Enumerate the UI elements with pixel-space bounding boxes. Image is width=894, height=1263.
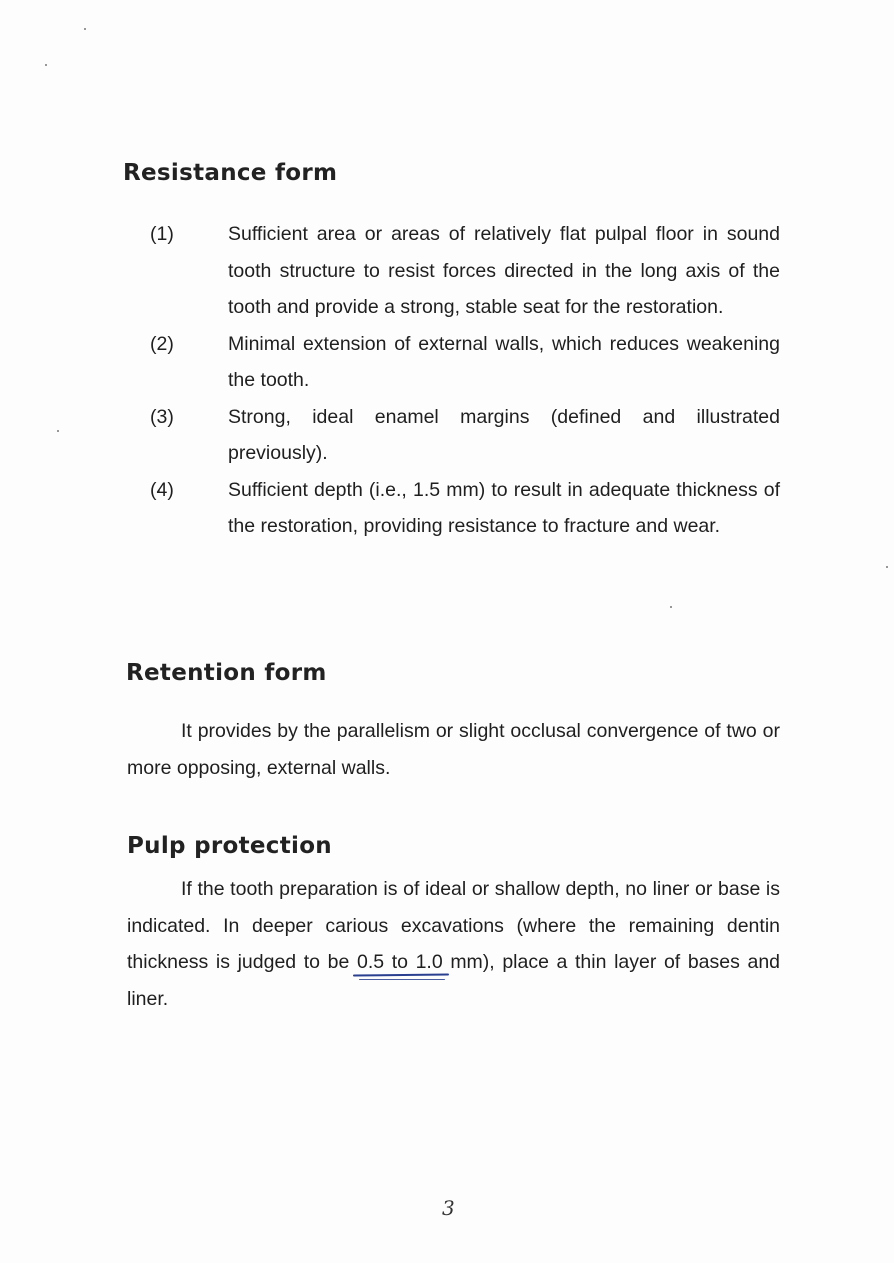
scan-speck bbox=[670, 606, 672, 608]
item-number: (3) bbox=[150, 405, 174, 428]
handwritten-underline-value: 0.5 to 1.0 bbox=[356, 951, 443, 973]
scan-speck bbox=[45, 64, 47, 66]
scan-speck bbox=[886, 566, 888, 568]
item-number: (2) bbox=[150, 332, 174, 355]
retention-paragraph: It provides by the parallelism or slight occlusal convergence of two or more opposing, external walls. bbox=[127, 720, 780, 779]
heading-pulp-protection: Pulp protection bbox=[127, 833, 332, 859]
item-number: (4) bbox=[150, 478, 174, 501]
pulp-paragraph-text-before: If the tooth preparation is of ideal or shallow depth, no liner or base is indicated. In deeper carious excavations (where the remaining dentin thickness is judged to be bbox=[127, 878, 780, 973]
item-text: Sufficient depth (i.e., 1.5 mm) to result in adequate thickness of the restoration, providing resistance to fracture and wear. bbox=[228, 478, 780, 537]
pulp-paragraph-text-after: mm), place a thin layer of bases and liner. bbox=[127, 951, 781, 1010]
item-number: (1) bbox=[150, 223, 174, 245]
list-item bbox=[150, 399, 780, 472]
item-text: Minimal extension of external walls, which reduces weakening the tooth. bbox=[228, 332, 780, 391]
heading-resistance-form: Resistance form bbox=[123, 160, 338, 186]
pulp-paragraph bbox=[127, 871, 780, 1017]
list-item bbox=[150, 326, 780, 399]
resistance-list bbox=[150, 216, 780, 545]
item-text: Strong, ideal enamel margins (defined and illustrated previously). bbox=[228, 405, 780, 464]
scan-speck bbox=[57, 430, 59, 432]
heading-retention-form: Retention form bbox=[126, 660, 327, 686]
page-number: 3 bbox=[442, 1196, 455, 1220]
scan-speck bbox=[84, 28, 86, 30]
list-item bbox=[150, 216, 780, 326]
list-item bbox=[150, 472, 780, 545]
item-text: Sufficient area or areas of relatively flat pulpal floor in sound tooth structure to resist forces directed in the long axis of the tooth and provide a strong, stable seat for the restoration. bbox=[228, 223, 780, 318]
